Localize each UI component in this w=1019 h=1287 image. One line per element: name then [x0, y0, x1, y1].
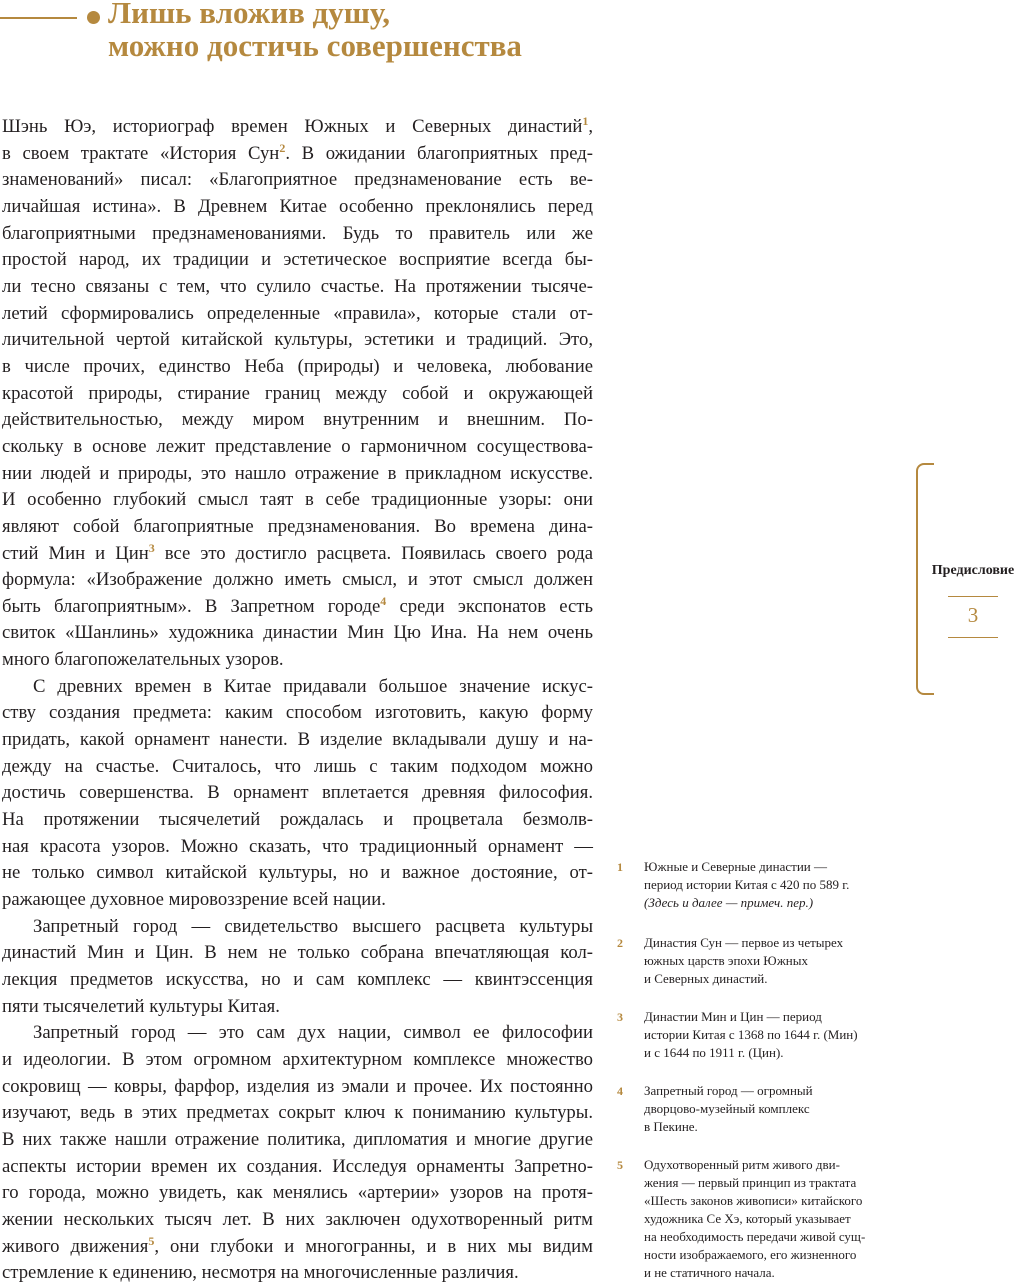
text-line: и идеологии. В этом огромном архитектурном комплексе множество	[2, 1048, 593, 1070]
text-line: дежду на счастье. Считалось, что лишь с таким подходом можно	[2, 755, 593, 777]
title-line: можно достичь совершенства	[108, 28, 522, 63]
text-line: в своем трактате «История Сун$^2$. В ожидании благоприятных пред-	[2, 140, 593, 164]
footnote-text: Запретный город — огромный дворцово-музейный комплекс в Пекине.	[644, 1083, 813, 1134]
page-title	[108, 0, 522, 62]
text-line: много благопожелательных узоров.	[2, 649, 284, 671]
text-line: в числе прочих, единство Неба (природы) и человека, любование	[2, 355, 593, 377]
text-line: Запретный город — свидетельство высшего расцвета культуры	[33, 915, 593, 937]
text-line: стий Мин и Цин$^3$ все это достигло расцвета. Появилась своего рода	[2, 540, 593, 564]
footnote-number: 3	[617, 1010, 623, 1024]
footnote-number: 5	[617, 1158, 623, 1172]
section-bracket	[916, 463, 934, 695]
text-line: являют собой благоприятные предзнаменования. Во времена дина-	[2, 515, 593, 537]
footnote-text: Династия Сун — первое из четырех южных царств эпохи Южных и Северных династий.	[644, 935, 844, 986]
page-number: 3	[967, 603, 979, 627]
footnote-number: 4	[617, 1084, 623, 1098]
text-line: стремление к единению, несмотря на многочисленные различия.	[2, 1262, 519, 1284]
text-line: придать, какой орнамент нанести. В изделие вкладывали душу и на-	[2, 729, 593, 751]
text-line: живого движения$^5$, они глубоки и многогранны, и в них мы видим	[2, 1233, 593, 1257]
footnote-ref-4[interactable]: 4	[380, 593, 387, 608]
footnote-number: 2	[617, 936, 623, 950]
footnote-text: Династии Мин и Цин — период истории Китая с 1368 по 1644 г. (Мин) и с 1644 по 1911 г. (Цин).	[644, 1009, 858, 1060]
text-line: не только символ китайской культуры, но и важное достояние, от-	[2, 862, 593, 884]
text-line: лекция предметов искусства, но и сам комплекс — квинтэссенция	[2, 969, 593, 990]
footnote-text: Южные и Северные династии — период истории Китая с 420 по 589 г. (Здесь и далее — примеч. пер.)	[644, 859, 850, 910]
text-line: знаменований» писал: «Благоприятное предзнаменование есть ве-	[2, 169, 593, 191]
text-line: скольку в основе лежит представление о гармоничном сосуществова-	[2, 435, 593, 457]
text-line: нии людей и природы, это нашло отражение в прикладном искусстве.	[2, 462, 593, 484]
header-bullet-icon	[87, 11, 100, 24]
footnote-number: 1	[617, 860, 623, 874]
text-line: ли тесно связаны с тем, что сулило счастье. На протяжении тысяче-	[2, 275, 593, 297]
footnote-ref-3[interactable]: 3	[148, 540, 155, 555]
text-line: династий Мин и Цин. В нем не только собрана впечатляющая кол-	[2, 942, 593, 964]
text-line: свиток «Шанлинь» художника династии Мин Цю Ина. На нем очень	[2, 622, 593, 644]
text-line: личительной чертой китайской культуры, эстетики и традиций. Это,	[2, 329, 593, 351]
text-line: На протяжении тысячелетий рождалась и процветала безмолв-	[2, 809, 593, 831]
text-line: быть благоприятным». В Запретном городе$^4$ среди экспонатов есть	[2, 593, 593, 617]
text-line: аспекты истории времен их создания. Исследуя орнаменты Запретно-	[2, 1155, 593, 1177]
text-line: ная красота узоров. Можно сказать, что традиционный орнамент —	[2, 835, 593, 857]
section-label: Предисловие	[931, 563, 1015, 578]
text-line: го города, можно увидеть, как менялись «артерии» узоров на протя-	[2, 1182, 593, 1204]
text-line: пяти тысячелетий культуры Китая.	[2, 995, 280, 1017]
title-line: Лишь вложив душу,	[108, 0, 391, 30]
footnote-text: Одухотворенный ритм живого дви- жения — первый принцип из трактата «Шесть законов живописи» китайского художника Се Хэ, который указывает на необходимость передачи живой сущ- ности изображаемого, его жизненного и не статичного начала.	[644, 1157, 866, 1280]
text-line: достичь совершенства. В орнамент вплетается древняя философия.	[2, 782, 593, 804]
text-line: С древних времен в Китае придавали большое значение искус-	[33, 675, 593, 697]
text-line: Шэнь Юэ, историограф времен Южных и Северных династий$^1$,	[2, 114, 593, 137]
text-line: жении нескольких тысяч лет. В них заключен одухотворенный ритм	[2, 1208, 593, 1230]
header-rule	[0, 17, 77, 19]
page-number-rule-bottom	[948, 637, 998, 638]
text-line: красотой природы, стирание границ между собой и окружающей	[2, 382, 593, 404]
text-line: Запретный город — это сам дух нации, символ ее философии	[33, 1022, 593, 1044]
text-line: ражающее духовное мировоззрение всей нации.	[2, 889, 386, 911]
text-line: изучают, ведь в этих предметах сокрыт ключ к пониманию культуры.	[2, 1102, 593, 1124]
text-line: действительностью, между миром внутренним и внешним. По-	[2, 409, 593, 431]
text-line: В них также нашли отражение политика, дипломатия и многие другие	[2, 1128, 593, 1150]
text-line: ству создания предмета: каким способом изготовить, какую форму	[2, 702, 593, 724]
page-number-rule-top	[948, 596, 998, 597]
footnote-ref-1[interactable]: 1	[582, 114, 589, 128]
text-line: простой народ, их традиции и эстетическое восприятие всегда бы-	[2, 249, 593, 271]
footnote-ref-2[interactable]: 2	[279, 140, 286, 155]
body-text	[2, 114, 593, 1287]
text-line: формула: «Изображение должно иметь смысл, и этот смысл должен	[2, 569, 593, 591]
footnote-ref-5[interactable]: 5	[148, 1233, 155, 1248]
text-line: благоприятными предзнаменованиями. Будь то правитель или же	[2, 222, 593, 244]
text-line: летий сформировались определенные «правила», которые стали от-	[2, 302, 593, 324]
text-line: личайшая истина». В Древнем Китае особенно преклонялись перед	[2, 195, 593, 217]
text-line: сокровищ — ковры, фарфор, изделия из эмали и прочее. Их постоянно	[2, 1075, 593, 1097]
text-line: И особенно глубокий смысл таят в себе традиционные узоры: они	[2, 489, 593, 511]
